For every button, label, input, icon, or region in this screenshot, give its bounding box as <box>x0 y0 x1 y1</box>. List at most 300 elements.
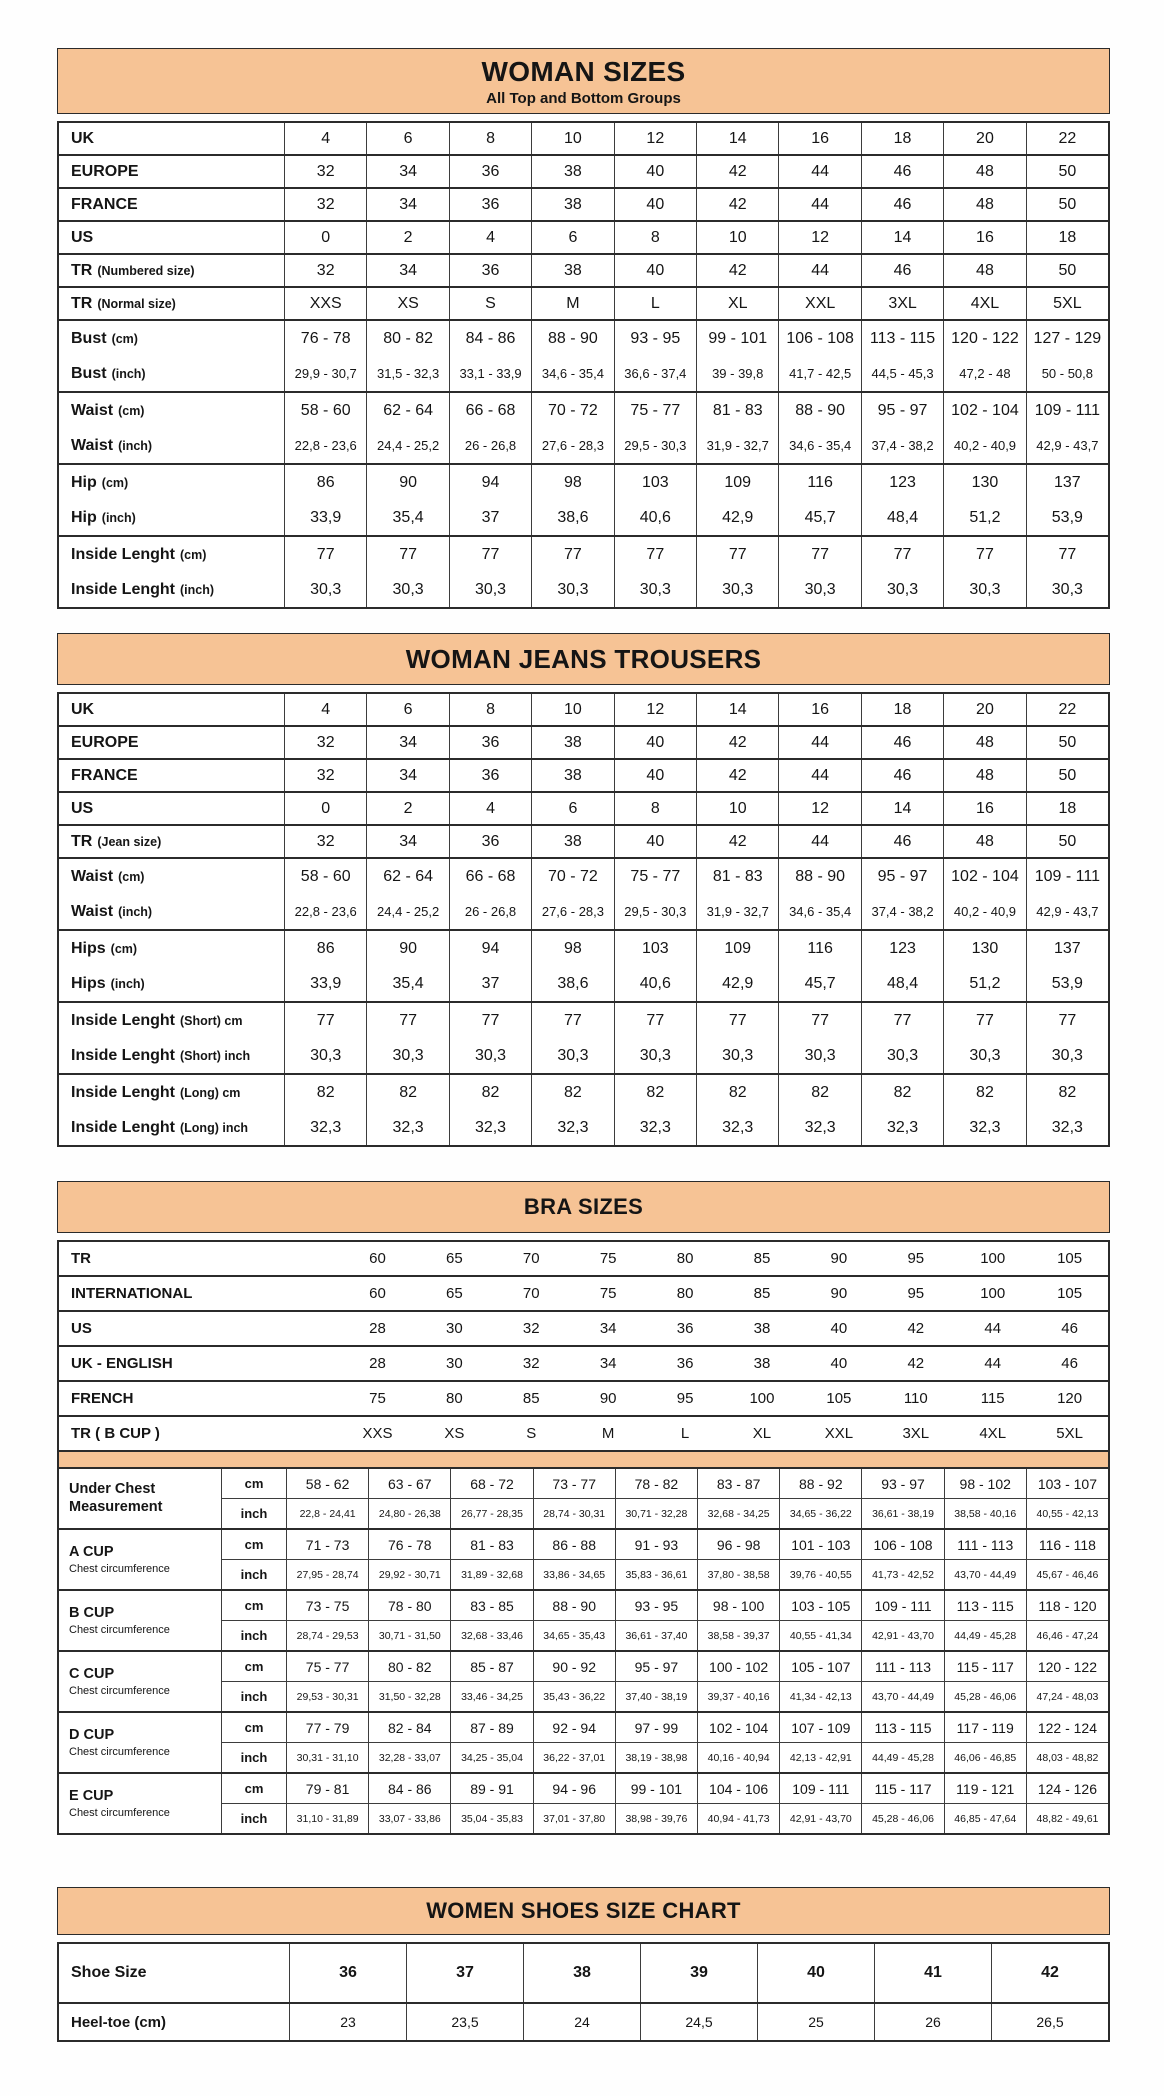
size-cell: 68 - 72 <box>470 1475 514 1492</box>
size-column <box>696 123 778 154</box>
size-cell: 32,68 - 34,25 <box>698 1498 779 1528</box>
size-cell: 99 - 101 <box>708 329 768 347</box>
size-cell: 45,7 <box>804 508 836 526</box>
row-label-text: Waist <box>71 436 114 454</box>
size-column <box>284 694 366 725</box>
size-cell: 63 - 67 <box>388 1475 432 1492</box>
unit-inch-label: inch <box>222 1620 286 1650</box>
size-column <box>284 537 366 607</box>
row-label-column <box>59 1075 284 1145</box>
size-cell: 38 <box>564 195 582 213</box>
size-cell: 62 - 64 <box>383 867 434 885</box>
size-column <box>614 255 696 286</box>
row-label <box>71 727 284 758</box>
size-cell: L <box>680 1425 690 1442</box>
size-cell: 30,71 - 31,50 <box>369 1620 450 1650</box>
row-label-column <box>59 222 284 253</box>
size-column <box>449 393 531 463</box>
size-column <box>779 1774 861 1833</box>
size-cell: 14 <box>728 129 747 147</box>
row-label <box>71 1075 284 1110</box>
size-cell: 36 <box>289 1944 406 2002</box>
size-cell: 4 <box>321 129 331 147</box>
size-cell: 51,2 <box>969 508 1001 526</box>
size-column <box>284 465 366 535</box>
size-cell: 6 <box>568 228 578 246</box>
size-cell: 0 <box>321 228 331 246</box>
shoe-row <box>59 2002 1108 2040</box>
size-cell: 32 <box>316 261 335 279</box>
size-cell: 45,28 - 46,06 <box>945 1681 1026 1711</box>
size-column <box>943 393 1025 463</box>
size-cell: 98 <box>564 473 582 491</box>
size-cell: 46 <box>893 832 912 850</box>
row-label-text: US <box>71 228 94 246</box>
size-cell: 137 <box>1054 939 1081 957</box>
size-row-group <box>59 758 1108 791</box>
size-cell: 88 - 90 <box>795 401 846 419</box>
row-label-column <box>59 123 284 154</box>
size-cell: 82 <box>564 1083 582 1101</box>
size-cell: 18 <box>893 129 912 147</box>
size-cell: 12 <box>811 228 830 246</box>
row-label-text: Hip <box>71 508 97 526</box>
size-cell: 96 - 98 <box>716 1536 761 1553</box>
size-column <box>778 760 860 791</box>
size-cell: 0 <box>321 799 331 817</box>
size-column <box>696 537 778 607</box>
row-label-sub: (cm) <box>111 331 138 346</box>
size-column <box>450 1652 532 1711</box>
size-row-group <box>59 391 1108 463</box>
size-column <box>943 931 1025 1001</box>
size-column <box>614 537 696 607</box>
size-cell: 41,7 - 42,5 <box>789 366 852 381</box>
size-cell: 95 - 97 <box>877 401 928 419</box>
size-cell: 36,22 - 37,01 <box>534 1742 615 1772</box>
size-cell: 130 <box>971 939 999 957</box>
size-cell: 36,6 - 37,4 <box>624 366 687 381</box>
unit-inch-label: inch <box>222 1681 286 1711</box>
size-cell: 75 - 77 <box>630 867 681 885</box>
size-column <box>614 156 696 187</box>
size-cell: 36 <box>481 733 500 751</box>
size-cell: 38 <box>753 1355 771 1372</box>
size-column <box>778 465 860 535</box>
size-cell: 18 <box>1058 228 1077 246</box>
size-column <box>449 1075 531 1145</box>
size-column <box>368 1469 450 1528</box>
size-cell: 34,65 - 35,43 <box>534 1620 615 1650</box>
size-cell: 77 <box>1058 1011 1077 1029</box>
size-cell: 44 <box>984 1320 1002 1337</box>
unit-cm-label: cm <box>244 1537 264 1552</box>
size-cell: 34,25 - 35,04 <box>451 1742 532 1772</box>
size-cell: 116 - 118 <box>1038 1536 1096 1553</box>
unit-column <box>221 1774 286 1833</box>
size-column <box>366 931 448 1001</box>
size-cell: 82 <box>976 1083 994 1101</box>
size-cell: 24,4 - 25,2 <box>377 904 440 919</box>
size-cell: 33,86 - 34,65 <box>534 1559 615 1589</box>
size-cell: 50 <box>1058 832 1077 850</box>
size-cell: 77 <box>399 545 417 563</box>
size-column <box>449 222 531 253</box>
size-column <box>615 1591 697 1650</box>
size-column <box>778 321 860 391</box>
size-cell: XXL <box>824 1425 854 1442</box>
size-column <box>861 288 943 319</box>
size-column <box>1026 156 1108 187</box>
size-cell: 77 <box>893 1011 912 1029</box>
size-column <box>697 1652 779 1711</box>
size-cell: 89 - 91 <box>470 1780 514 1797</box>
row-label-text: Bust <box>71 329 107 347</box>
row-label-sub: (Normal size) <box>97 296 176 311</box>
size-cell: 37 <box>481 974 500 992</box>
size-cell: 81 - 83 <box>712 401 763 419</box>
size-column <box>614 222 696 253</box>
size-column <box>614 393 696 463</box>
size-column <box>533 1591 615 1650</box>
size-column <box>1026 537 1108 607</box>
size-cell: 93 - 95 <box>634 1597 679 1614</box>
size-cell: 30,3 <box>474 580 507 598</box>
size-column <box>697 1713 779 1772</box>
size-cell: 85 <box>753 1250 771 1267</box>
size-cell: 77 <box>728 545 747 563</box>
size-cell: 27,6 - 28,3 <box>541 904 604 919</box>
row-label-text: FRANCE <box>71 766 138 784</box>
size-cell: 36,61 - 38,19 <box>862 1498 943 1528</box>
bra-sizes-table <box>57 1181 1110 1835</box>
size-cell: 40 <box>646 162 665 180</box>
cup-label: Under Chest Measurement <box>69 1481 163 1515</box>
size-cell: 27,95 - 28,74 <box>287 1559 368 1589</box>
size-cell: 42,91 - 43,70 <box>780 1803 861 1833</box>
size-cell: 82 <box>893 1083 912 1101</box>
size-column <box>943 1003 1025 1073</box>
size-cell: 30,3 <box>886 580 919 598</box>
size-cell: 83 - 85 <box>470 1597 514 1614</box>
size-cell: 42 <box>728 195 747 213</box>
size-cell: 111 - 113 <box>957 1536 1014 1553</box>
row-label <box>71 321 284 356</box>
size-column <box>449 1003 531 1073</box>
size-cell: 40,16 - 40,94 <box>698 1742 779 1772</box>
size-column <box>366 465 448 535</box>
unit-inch-label: inch <box>222 1803 286 1833</box>
size-cell: 77 <box>564 545 582 563</box>
size-cell: 58 - 60 <box>300 401 351 419</box>
size-cell: 33,1 - 33,9 <box>459 366 522 381</box>
size-column <box>1026 1530 1108 1589</box>
size-cell: 5XL <box>1053 294 1082 312</box>
size-cell: 38 <box>564 162 582 180</box>
size-cell: 4 <box>486 228 495 246</box>
size-cell: 30,3 <box>722 580 754 598</box>
size-cell: 115 - 117 <box>874 1780 932 1797</box>
size-cell: 48 <box>976 261 994 279</box>
shoes-size-table <box>57 1887 1110 2042</box>
size-cell: 90 <box>399 939 417 957</box>
size-column <box>284 222 366 253</box>
size-cell: 42 <box>728 261 747 279</box>
size-cell: 40 <box>830 1320 848 1337</box>
row-label-sub: (cm) <box>110 941 138 956</box>
size-cell: XXL <box>805 294 836 312</box>
size-column <box>531 537 613 607</box>
size-column <box>366 826 448 857</box>
size-column <box>861 727 943 758</box>
size-cell: 44,5 - 45,3 <box>871 366 934 381</box>
size-column <box>861 1469 943 1528</box>
size-cell: 8 <box>486 129 495 147</box>
size-cell: 5XL <box>1056 1425 1083 1442</box>
size-cell: 109 - 111 <box>1034 867 1100 885</box>
size-cell: 84 - 86 <box>388 1780 432 1797</box>
row-label <box>71 288 284 319</box>
size-column <box>861 1652 943 1711</box>
cup-label: C CUP <box>69 1666 115 1683</box>
size-cell: 48,03 - 48,82 <box>1027 1742 1108 1772</box>
size-cell: 109 <box>724 473 752 491</box>
row-label <box>71 255 284 286</box>
size-column <box>286 1652 368 1711</box>
size-column <box>861 1591 943 1650</box>
size-cell: 26 - 26,8 <box>464 904 517 919</box>
size-cell: 30,3 <box>392 1046 424 1064</box>
size-column <box>284 288 366 319</box>
size-column <box>1026 931 1108 1001</box>
row-label <box>71 428 284 463</box>
size-column <box>944 1652 1026 1711</box>
size-column <box>368 1591 450 1650</box>
size-cell: XL <box>727 294 748 312</box>
size-column <box>1026 826 1108 857</box>
row-label-text: Inside Lenght <box>71 1011 175 1029</box>
size-column <box>366 1003 448 1073</box>
bra-sizes-grid <box>57 1240 1110 1835</box>
size-cell: 109 - 111 <box>874 1597 932 1614</box>
size-column <box>778 393 860 463</box>
size-cell: 77 <box>481 1011 500 1029</box>
size-cell: 102 - 104 <box>951 867 1019 885</box>
size-cell: 30,3 <box>1051 1046 1083 1064</box>
size-cell: 31,9 - 32,7 <box>706 904 769 919</box>
size-cell: 34 <box>399 766 417 784</box>
size-column <box>778 727 860 758</box>
size-cell: 39 <box>640 1944 757 2002</box>
size-cell: 34,6 - 35,4 <box>789 438 852 453</box>
size-cell: 98 <box>564 939 582 957</box>
size-cell: 100 <box>980 1250 1006 1267</box>
size-cell: 77 <box>976 545 994 563</box>
size-cell: 66 - 68 <box>465 867 516 885</box>
row-label-text: Hips <box>71 939 106 957</box>
size-column <box>531 156 613 187</box>
size-column <box>615 1774 697 1833</box>
size-column <box>778 288 860 319</box>
size-cell: 22,8 - 23,6 <box>294 904 357 919</box>
size-cell: 37,40 - 38,19 <box>616 1681 697 1711</box>
size-cell: 86 <box>316 939 335 957</box>
size-cell: 34,6 - 35,4 <box>789 904 852 919</box>
row-label <box>71 123 284 154</box>
size-column <box>696 859 778 929</box>
size-cell: 98 - 102 <box>959 1475 1011 1492</box>
size-column <box>861 222 943 253</box>
size-cell: 42 <box>728 733 747 751</box>
size-column <box>779 1469 861 1528</box>
size-cell: 2 <box>403 228 413 246</box>
size-column <box>531 222 613 253</box>
size-column <box>366 694 448 725</box>
size-cell: 113 - 115 <box>869 329 936 347</box>
row-label-sub: (Long) cm <box>180 1085 241 1100</box>
size-cell: 22,8 - 24,41 <box>287 1498 368 1528</box>
row-label <box>59 1713 221 1772</box>
size-cell: 48 <box>976 733 994 751</box>
size-cell: 24,80 - 26,38 <box>369 1498 450 1528</box>
size-column <box>696 156 778 187</box>
shoes-size-title: WOMEN SHOES SIZE CHART <box>426 1898 741 1923</box>
size-cell: 43,70 - 44,49 <box>945 1559 1026 1589</box>
row-label-column <box>59 1003 284 1073</box>
size-cell: 123 <box>889 473 916 491</box>
size-cell: 109 - 111 <box>792 1780 850 1797</box>
row-label-column <box>59 156 284 187</box>
size-cell: 32 <box>316 766 335 784</box>
size-cell: 46,46 - 47,24 <box>1027 1620 1108 1650</box>
bra-cup-group <box>59 1650 1108 1711</box>
size-cell: 120 <box>1057 1390 1083 1407</box>
size-column <box>614 321 696 391</box>
size-cell: 77 <box>976 1011 994 1029</box>
row-label <box>71 859 284 894</box>
size-column <box>366 156 448 187</box>
size-column <box>861 760 943 791</box>
size-cell: 31,89 - 32,68 <box>451 1559 532 1589</box>
size-cell: 65 <box>446 1285 463 1302</box>
bra-cup-group <box>59 1467 1108 1528</box>
row-label <box>71 694 284 725</box>
size-cell: 48 <box>976 832 994 850</box>
size-cell: 24,4 - 25,2 <box>377 438 440 453</box>
size-cell: 70 - 72 <box>548 401 598 419</box>
size-cell: 4XL <box>970 294 1000 312</box>
row-label: Heel-toe (cm) <box>71 2013 167 2031</box>
size-column <box>615 1713 697 1772</box>
size-cell: 14 <box>728 700 747 718</box>
unit-cm-label: cm <box>244 1598 264 1613</box>
size-cell: 101 - 103 <box>791 1536 851 1553</box>
size-column <box>1026 255 1108 286</box>
size-cell: 41,73 - 42,52 <box>862 1559 943 1589</box>
size-cell: 110 <box>903 1390 928 1407</box>
size-cell: 30,3 <box>804 1046 836 1064</box>
size-cell: 87 - 89 <box>470 1719 514 1736</box>
row-label-text: TR <box>71 261 93 279</box>
row-label-text: UK <box>71 129 95 147</box>
size-cell: 32,3 <box>557 1118 589 1136</box>
size-cell: 90 - 92 <box>552 1658 596 1675</box>
size-cell: 43,70 - 44,49 <box>862 1681 943 1711</box>
size-column <box>368 1774 450 1833</box>
row-label-column <box>59 931 284 1001</box>
size-cell: 77 <box>893 545 912 563</box>
size-cell: 29,5 - 30,3 <box>624 438 687 453</box>
size-cell: 127 - 129 <box>1033 329 1102 347</box>
size-column <box>450 1774 532 1833</box>
cup-label: E CUP <box>69 1788 114 1805</box>
size-column <box>614 826 696 857</box>
size-cell: 34,6 - 35,4 <box>541 366 604 381</box>
unit-cm-label: cm <box>244 1476 264 1491</box>
row-label-sub: (cm) <box>180 547 207 562</box>
size-cell: 40,2 - 40,9 <box>953 904 1017 919</box>
size-column <box>614 1003 696 1073</box>
size-cell: 30,3 <box>886 1046 919 1064</box>
size-column <box>861 1530 943 1589</box>
size-cell: 48 <box>976 162 994 180</box>
size-column <box>533 1469 615 1528</box>
size-cell: 33,07 - 33,86 <box>369 1803 450 1833</box>
size-column <box>284 255 366 286</box>
size-cell: M <box>566 294 580 312</box>
size-cell: 77 <box>564 1011 582 1029</box>
size-cell: 32 <box>522 1320 540 1337</box>
size-cell: 32 <box>316 733 335 751</box>
size-column <box>778 537 860 607</box>
size-column <box>533 1530 615 1589</box>
size-cell: 105 - 107 <box>791 1658 851 1675</box>
size-column <box>449 760 531 791</box>
size-cell: 76 - 78 <box>300 329 351 347</box>
row-label <box>59 1591 221 1650</box>
size-cell: 38,98 - 39,76 <box>616 1803 697 1833</box>
size-cell: 58 - 60 <box>300 867 351 885</box>
size-cell: 106 - 108 <box>786 329 854 347</box>
size-row-group <box>59 286 1108 319</box>
row-label <box>71 156 284 187</box>
jeans-trousers-grid <box>57 692 1110 1147</box>
bra-system-row <box>59 1275 1108 1310</box>
size-row-group <box>59 694 1108 725</box>
size-column <box>1026 1591 1108 1650</box>
size-column <box>366 321 448 391</box>
size-row-group <box>59 1001 1108 1073</box>
size-column <box>366 859 448 929</box>
size-cell: 80 <box>446 1390 463 1407</box>
size-cell: 53,9 <box>1051 974 1083 992</box>
size-cell: 40,6 <box>639 974 671 992</box>
size-cell: 42,9 <box>722 508 754 526</box>
unit-inch-label: inch <box>222 1498 286 1528</box>
woman-sizes-subtitle: All Top and Bottom Groups <box>486 89 681 107</box>
size-cell: 90 <box>399 473 417 491</box>
size-cell: 48 <box>976 766 994 784</box>
row-label-column <box>59 760 284 791</box>
bra-system-row <box>59 1345 1108 1380</box>
size-cell: 3XL <box>902 1425 930 1442</box>
size-cell: 70 - 72 <box>548 867 598 885</box>
row-label <box>71 537 284 572</box>
bra-system-row <box>59 1310 1108 1345</box>
size-row-group <box>59 123 1108 154</box>
row-label-column <box>59 826 284 857</box>
cup-label: D CUP <box>69 1727 115 1744</box>
